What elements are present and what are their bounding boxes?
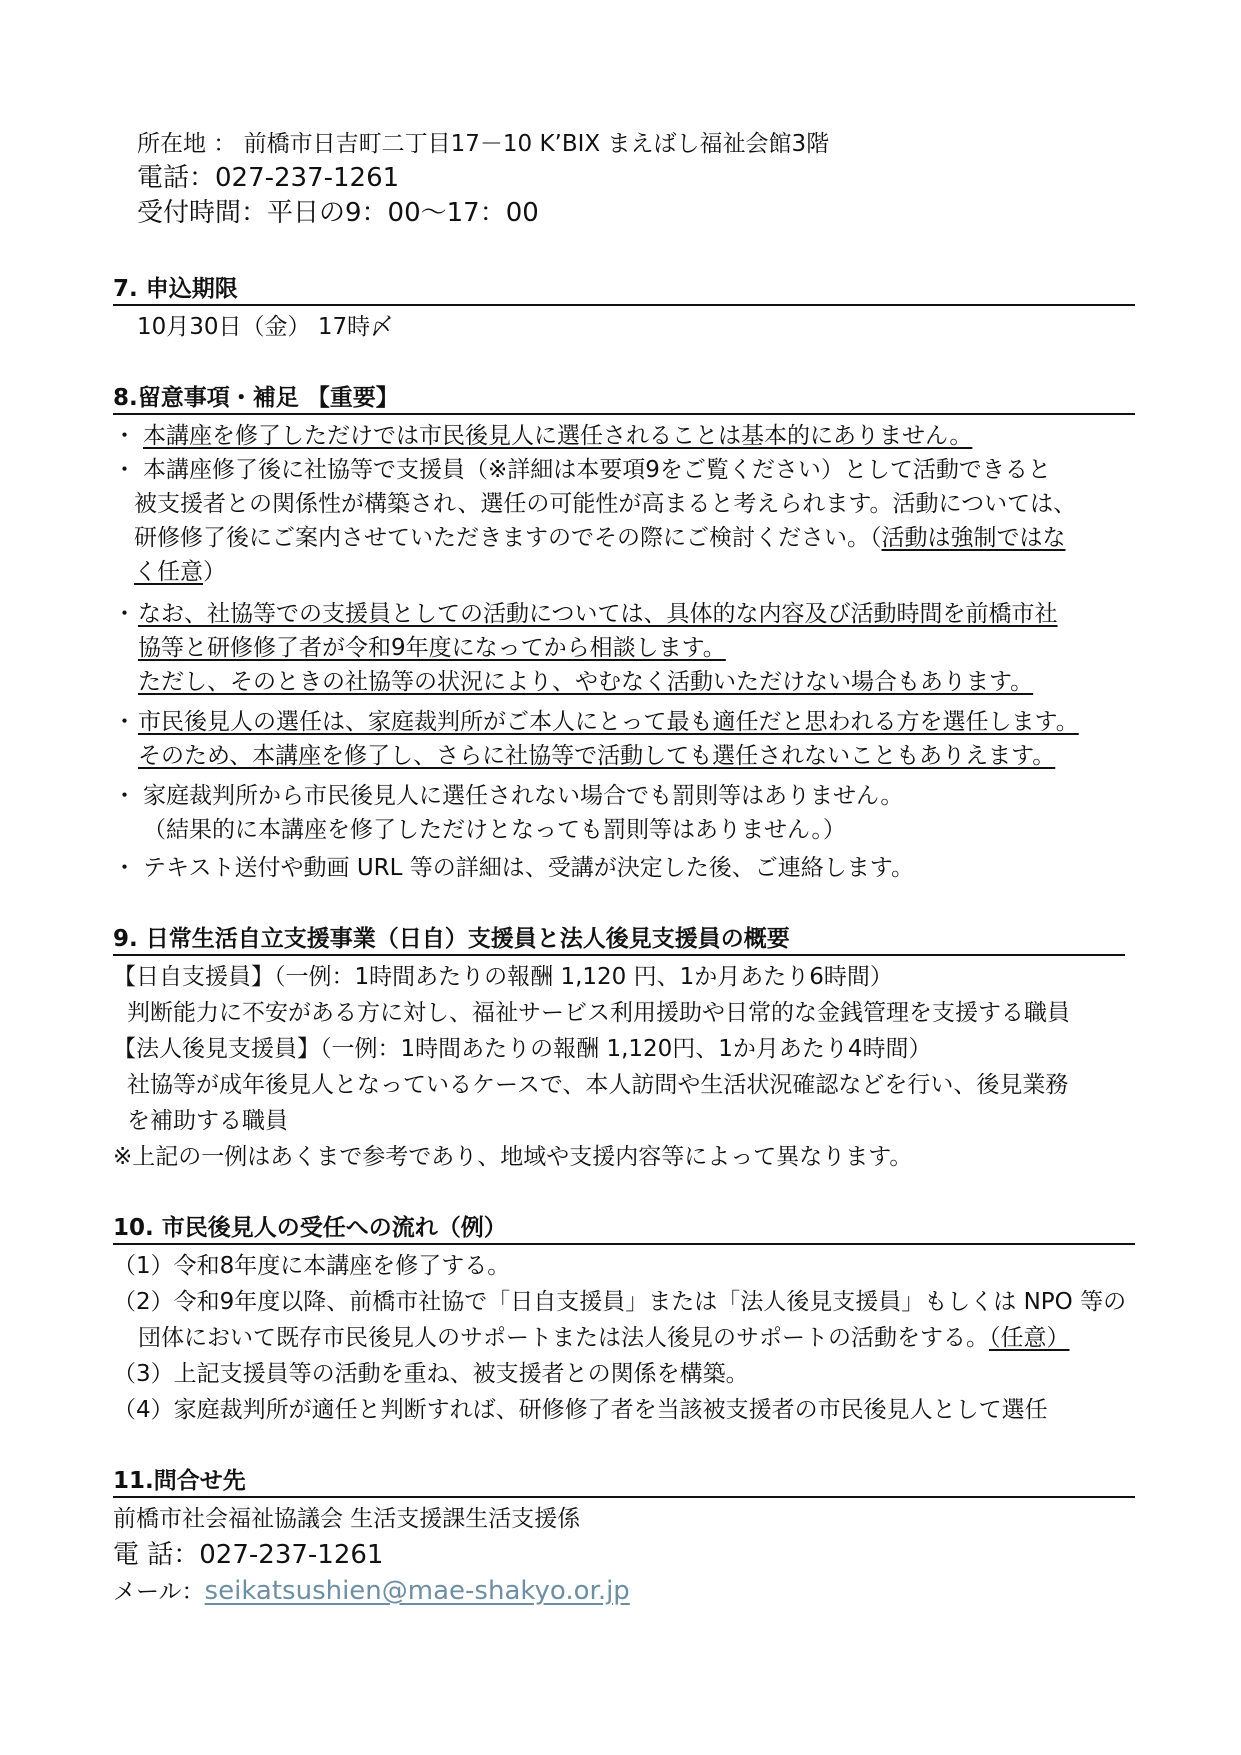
note-2-line-3 <box>134 521 1066 555</box>
office-address: 所在地 ： 前橋市日吉町二丁目17－10 K’BIX まえばし福祉会館3階 <box>137 131 830 157</box>
note-2-line-3-text: 研修修了後にご案内させていただきますのでその際にご検討ください。（ <box>134 525 882 551</box>
bullet-2: ・ <box>113 457 136 483</box>
note-4-line-1: 市民後見人の選任は、家庭裁判所がご本人にとって最も適任だと思われる方を選任します。 <box>138 709 1079 735</box>
bullet-5: ・ <box>113 783 136 809</box>
contact-org: 前橋市社会福祉協議会 生活支援課生活支援係 <box>113 1506 581 1532</box>
note-5-line-1: 家庭裁判所から市民後見人に選任されない場合でも罰則等はありません。 <box>143 783 904 809</box>
bullet-6: ・ <box>113 855 136 881</box>
note-1: 本講座を修了しただけでは市民後見人に選任されることは基本的にありません。 <box>143 423 973 449</box>
bullet-4: ・ <box>113 709 136 735</box>
flow-step-4: （4）家庭裁判所が適任と判断すれば、研修修了者を当該被支援者の市民後見人として選任 <box>113 1397 1048 1423</box>
section-9-heading: 9. 日常生活自立支援事業（日自）支援員と法人後見支援員の概要 <box>113 924 1125 956</box>
office-phone: 電話：027-237-1261 <box>137 163 400 193</box>
flow-step-2-line-2 <box>138 1321 1070 1355</box>
office-hours: 受付時間：平日の9：00～17：00 <box>137 198 539 228</box>
flow-step-2-text: 団体において既存市民後見人のサポートまたは法人後見のサポートの活動をする。 <box>138 1325 989 1351</box>
note-6: テキスト送付や動画 URL 等の詳細は、受講が決定した後、ご連絡します。 <box>143 855 914 881</box>
note-3-line-3: ただし、そのときの社協等の状況により、やむなく活動いただけない場合もあります。 <box>138 669 1034 695</box>
flow-step-1: （1）令和8年度に本講座を修了する。 <box>113 1253 511 1279</box>
section-7-heading: 7. 申込期限 <box>113 274 1135 306</box>
nichiji-role: 【日自支援員】（一例：1時間あたりの報酬 1,120 円、1か月あたり6時間） <box>113 964 893 990</box>
bullet-3: ・ <box>113 601 136 627</box>
section-10-heading: 10. 市民後見人の受任への流れ（例） <box>113 1213 1135 1245</box>
contact-mail-label: メール： <box>113 1579 205 1605</box>
flow-step-2-optional: （任意） <box>989 1325 1070 1351</box>
houjin-desc-line-1: 社協等が成年後見人となっているケースで、本人訪問や生活状況確認などを行い、後見業務 <box>127 1072 1069 1098</box>
bullet-1: ・ <box>113 423 136 449</box>
s9-note: ※上記の一例はあくまで参考であり、地域や支援内容等によって異なります。 <box>113 1144 913 1170</box>
nichiji-desc: 判断能力に不安がある方に対し、福祉サービス利用援助や日常的な金銭管理を支援する職員 <box>127 1000 1070 1026</box>
section-8-heading: 8.留意事項・補足 【重要】 <box>113 383 1135 415</box>
flow-step-3: （3）上記支援員等の活動を重ね、被支援者との関係を構築。 <box>113 1361 749 1387</box>
note-2-line-3-underline: 活動は強制ではな <box>881 525 1066 551</box>
houjin-desc-line-2: を補助する職員 <box>127 1108 288 1134</box>
note-2-line-2: 被支援者との関係性が構築され、選任の可能性が高まると考えられます。活動については、 <box>134 491 1077 517</box>
contact-mail-link[interactable]: seikatsushien@mae-shakyo.or.jp <box>204 1576 630 1606</box>
contact-mail-row <box>113 1574 630 1609</box>
section-11-heading: 11.問合せ先 <box>113 1466 1135 1498</box>
contact-phone: 電 話：027-237-1261 <box>113 1540 384 1570</box>
note-4-line-2: そのため、本講座を修了し、さらに社協等で活動しても選任されないこともありえます。 <box>138 743 1056 769</box>
note-2-line-4 <box>134 555 226 589</box>
note-2-line-1: 本講座修了後に社協等で支援員（※詳細は本要項9をご覧ください）として活動できると <box>143 457 1051 483</box>
note-2-line-4-underline: く任意 <box>134 559 203 585</box>
note-3-line-1: なお、社協等での支援員としての活動については、具体的な内容及び活動時間を前橋市社 <box>138 601 1058 627</box>
flow-step-2-line-1: （2）令和9年度以降、前橋市社協で「日自支援員」または「法人後見支援員」もしくは NPO 等の <box>113 1289 1127 1315</box>
note-3-line-2: 協等と研修修了者が令和9年度になってから相談します。 <box>138 635 726 661</box>
deadline-text: 10月30日（金） 17時〆 <box>137 314 394 340</box>
note-2-line-4-text: ） <box>203 559 226 585</box>
note-5-line-2: （結果的に本講座を修了しただけとなっても罰則等はありません。） <box>143 817 846 843</box>
houjin-role: 【法人後見支援員】（一例：1時間あたりの報酬 1,120円、1か月あたり4時間） <box>113 1036 932 1062</box>
